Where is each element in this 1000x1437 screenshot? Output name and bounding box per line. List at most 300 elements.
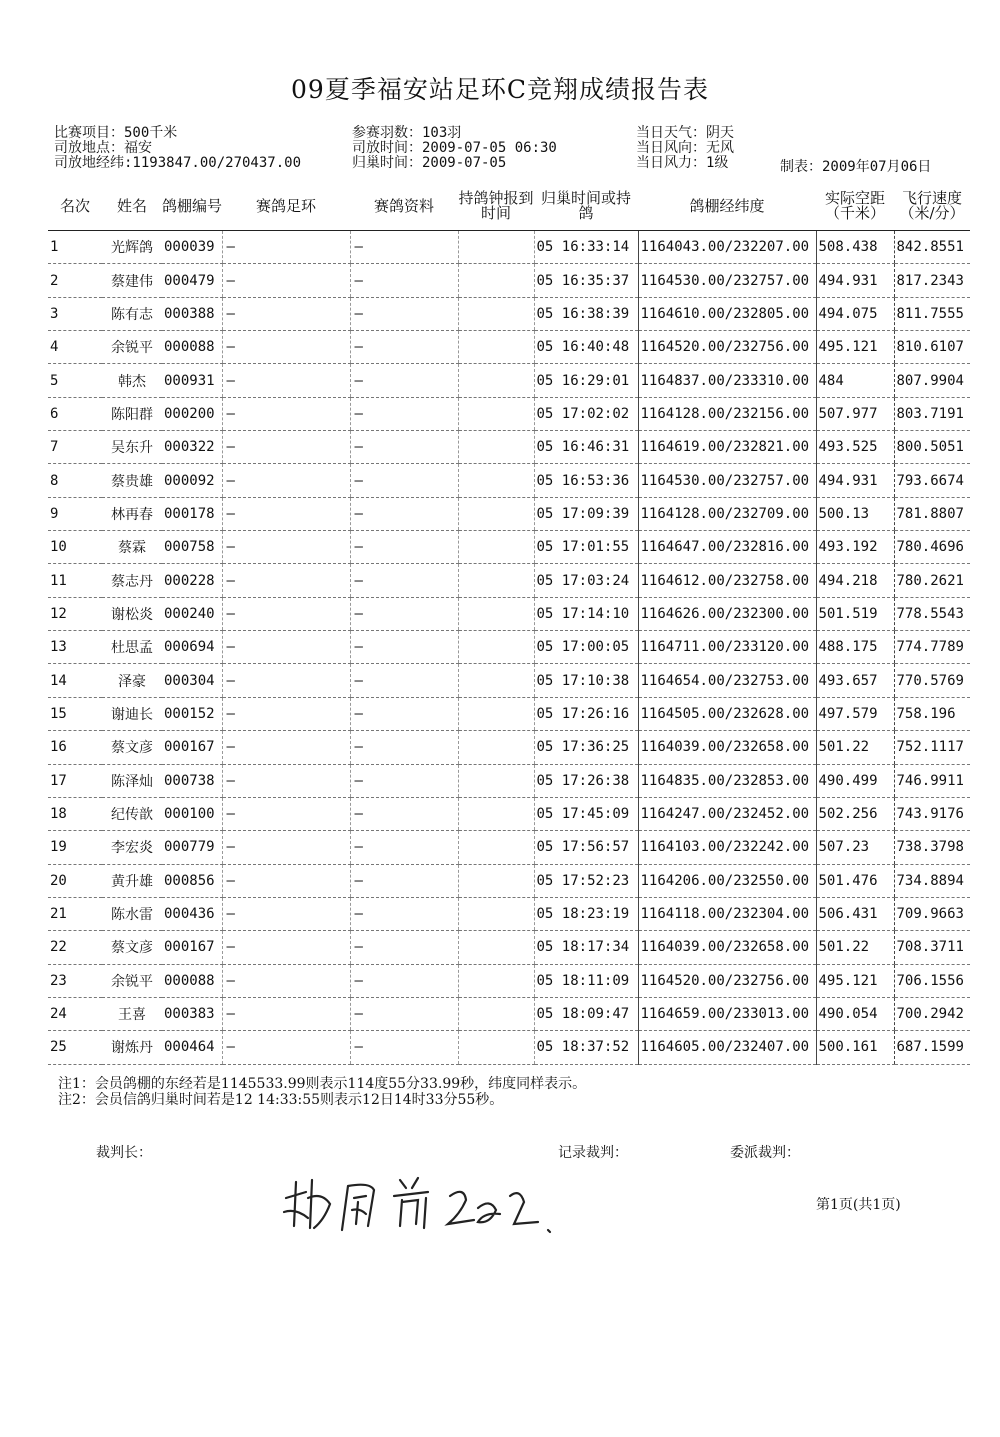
name-cell: 杜思孟 (102, 631, 162, 664)
return-time-cell: 05 17:03:24 (534, 564, 638, 597)
info-cell: — (350, 797, 458, 830)
distance-cell: 494.931 (816, 264, 894, 297)
table-row (48, 597, 970, 630)
table-body (48, 231, 970, 1065)
speed-cell: 780.2621 (894, 564, 970, 597)
delegate-judge-label: 委派裁判： (730, 1145, 800, 1161)
speed-cell: 842.8551 (894, 231, 970, 264)
loft-id-cell: 000039 (162, 231, 222, 264)
name-cell: 蔡建伟 (102, 264, 162, 297)
clock-cell (458, 264, 534, 297)
meta-release-coords: 司放地经纬:1193847.00/270437.00 (54, 155, 302, 171)
coords-cell: 1164247.00/232452.00 (638, 797, 816, 830)
speed-cell: 746.9911 (894, 764, 970, 797)
name-cell: 陈阳群 (102, 397, 162, 430)
rank-cell: 17 (48, 764, 102, 797)
loft-id-cell: 000479 (162, 264, 222, 297)
name-cell: 谢迪长 (102, 697, 162, 730)
name-cell: 光辉鸽 (102, 231, 162, 264)
rank-cell: 19 (48, 831, 102, 864)
rank-cell: 4 (48, 331, 102, 364)
return-time-cell: 05 17:26:16 (534, 697, 638, 730)
loft-id-cell: 000178 (162, 497, 222, 530)
speed-cell: 810.6107 (894, 331, 970, 364)
coords-cell: 1164520.00/232756.00 (638, 964, 816, 997)
return-time-cell: 05 16:29:01 (534, 364, 638, 397)
name-cell: 蔡贵雄 (102, 464, 162, 497)
table-row (48, 931, 970, 964)
return-time-cell: 05 16:38:39 (534, 297, 638, 330)
table-row (48, 897, 970, 930)
table-row (48, 997, 970, 1030)
header-speed: 飞行速度（米/分） (894, 182, 970, 231)
return-time-cell: 05 17:36:25 (534, 731, 638, 764)
coords-cell: 1164659.00/233013.00 (638, 997, 816, 1030)
rank-cell: 6 (48, 397, 102, 430)
meta-left (54, 126, 301, 171)
table-row (48, 664, 970, 697)
info-cell: — (350, 831, 458, 864)
coords-cell: 1164103.00/232242.00 (638, 831, 816, 864)
record-judge-label: 记录裁判： (558, 1145, 628, 1161)
coords-cell: 1164043.00/232207.00 (638, 231, 816, 264)
table-row (48, 697, 970, 730)
rank-cell: 2 (48, 264, 102, 297)
rank-cell: 15 (48, 697, 102, 730)
distance-cell: 501.22 (816, 731, 894, 764)
loft-id-cell: 000779 (162, 831, 222, 864)
info-cell: — (350, 331, 458, 364)
loft-id-cell: 000088 (162, 331, 222, 364)
loft-id-cell: 000322 (162, 431, 222, 464)
info-cell: — (350, 364, 458, 397)
return-time-cell: 05 17:52:23 (534, 864, 638, 897)
meta-release-time: 司放时间：2009-07-05 06:30 (352, 140, 557, 156)
coords-cell: 1164619.00/232821.00 (638, 431, 816, 464)
return-time-cell: 05 17:14:10 (534, 597, 638, 630)
distance-cell: 493.657 (816, 664, 894, 697)
coords-cell: 1164626.00/232300.00 (638, 597, 816, 630)
distance-cell: 488.175 (816, 631, 894, 664)
info-cell: — (350, 664, 458, 697)
info-cell: — (350, 964, 458, 997)
header-pigeon-info: 赛鸽资料 (350, 182, 458, 231)
return-time-cell: 05 16:40:48 (534, 331, 638, 364)
ring-cell: — (222, 997, 350, 1030)
ring-cell: — (222, 564, 350, 597)
header-ring: 赛鸽足环 (222, 182, 350, 231)
loft-id-cell: 000152 (162, 697, 222, 730)
clock-cell (458, 331, 534, 364)
speed-cell: 700.2942 (894, 997, 970, 1030)
clock-cell (458, 797, 534, 830)
rank-cell: 7 (48, 431, 102, 464)
info-cell: — (350, 531, 458, 564)
clock-cell (458, 697, 534, 730)
ring-cell: — (222, 697, 350, 730)
table-row (48, 431, 970, 464)
name-cell: 陈水雷 (102, 897, 162, 930)
speed-cell: 706.1556 (894, 964, 970, 997)
name-cell: 韩杰 (102, 364, 162, 397)
loft-id-cell: 000240 (162, 597, 222, 630)
return-time-cell: 05 17:02:02 (534, 397, 638, 430)
coords-cell: 1164118.00/232304.00 (638, 897, 816, 930)
info-cell: — (350, 864, 458, 897)
meta-entries: 参赛羽数：103羽 (352, 125, 462, 141)
clock-cell (458, 631, 534, 664)
coords-cell: 1164612.00/232758.00 (638, 564, 816, 597)
name-cell: 黄升雄 (102, 864, 162, 897)
loft-id-cell: 000856 (162, 864, 222, 897)
name-cell: 王喜 (102, 997, 162, 1030)
name-cell: 李宏炎 (102, 831, 162, 864)
clock-cell (458, 231, 534, 264)
loft-id-cell: 000383 (162, 997, 222, 1030)
rank-cell: 13 (48, 631, 102, 664)
ring-cell: — (222, 231, 350, 264)
name-cell: 陈有志 (102, 297, 162, 330)
distance-cell: 494.075 (816, 297, 894, 330)
loft-id-cell: 000758 (162, 531, 222, 564)
ring-cell: — (222, 431, 350, 464)
ring-cell: — (222, 897, 350, 930)
coords-cell: 1164654.00/232753.00 (638, 664, 816, 697)
coords-cell: 1164835.00/232853.00 (638, 764, 816, 797)
loft-id-cell: 000200 (162, 397, 222, 430)
return-time-cell: 05 16:33:14 (534, 231, 638, 264)
table-row (48, 631, 970, 664)
coords-cell: 1164647.00/232816.00 (638, 531, 816, 564)
distance-cell: 490.054 (816, 997, 894, 1030)
header-name: 姓名 (102, 182, 162, 231)
distance-cell: 493.525 (816, 431, 894, 464)
ring-cell: — (222, 264, 350, 297)
coords-cell: 1164530.00/232757.00 (638, 264, 816, 297)
info-cell: — (350, 631, 458, 664)
return-time-cell: 05 18:11:09 (534, 964, 638, 997)
clock-cell (458, 464, 534, 497)
speed-cell: 774.7789 (894, 631, 970, 664)
ring-cell: — (222, 731, 350, 764)
table-row (48, 564, 970, 597)
speed-cell: 807.9904 (894, 364, 970, 397)
distance-cell: 494.218 (816, 564, 894, 597)
loft-id-cell: 000738 (162, 764, 222, 797)
coords-cell: 1164039.00/232658.00 (638, 731, 816, 764)
meta-wind-direction: 当日风向：无风 (636, 140, 734, 156)
return-time-cell: 05 18:23:19 (534, 897, 638, 930)
coords-cell: 1164505.00/232628.00 (638, 697, 816, 730)
loft-id-cell: 000167 (162, 931, 222, 964)
header-return-time: 归巢时间或持鸽 (534, 182, 638, 231)
clock-cell (458, 831, 534, 864)
info-cell: — (350, 264, 458, 297)
table-row (48, 964, 970, 997)
table-row (48, 331, 970, 364)
speed-cell: 743.9176 (894, 797, 970, 830)
name-cell: 吴东升 (102, 431, 162, 464)
clock-cell (458, 497, 534, 530)
return-time-cell: 05 17:56:57 (534, 831, 638, 864)
table-row (48, 464, 970, 497)
info-cell: — (350, 497, 458, 530)
loft-id-cell: 000167 (162, 731, 222, 764)
clock-cell (458, 864, 534, 897)
speed-cell: 781.8807 (894, 497, 970, 530)
info-cell: — (350, 431, 458, 464)
clock-cell (458, 397, 534, 430)
speed-cell: 734.8894 (894, 864, 970, 897)
clock-cell (458, 531, 534, 564)
rank-cell: 16 (48, 731, 102, 764)
clock-cell (458, 564, 534, 597)
clock-cell (458, 1031, 534, 1064)
meta-release-place: 司放地点：福安 (54, 140, 152, 156)
info-cell: — (350, 697, 458, 730)
table-header (48, 182, 970, 231)
name-cell: 泽豪 (102, 664, 162, 697)
name-cell: 蔡志丹 (102, 564, 162, 597)
info-cell: — (350, 1031, 458, 1064)
loft-id-cell: 000464 (162, 1031, 222, 1064)
ring-cell: — (222, 864, 350, 897)
rank-cell: 8 (48, 464, 102, 497)
loft-id-cell: 000092 (162, 464, 222, 497)
distance-cell: 506.431 (816, 897, 894, 930)
loft-id-cell: 000931 (162, 364, 222, 397)
ring-cell: — (222, 297, 350, 330)
rank-cell: 18 (48, 797, 102, 830)
ring-cell: — (222, 531, 350, 564)
ring-cell: — (222, 964, 350, 997)
info-cell: — (350, 464, 458, 497)
clock-cell (458, 431, 534, 464)
coords-cell: 1164837.00/233310.00 (638, 364, 816, 397)
rank-cell: 25 (48, 1031, 102, 1064)
rank-cell: 22 (48, 931, 102, 964)
return-time-cell: 05 17:09:39 (534, 497, 638, 530)
loft-id-cell: 000694 (162, 631, 222, 664)
return-time-cell: 05 17:45:09 (534, 797, 638, 830)
name-cell: 蔡文彦 (102, 931, 162, 964)
speed-cell: 709.9663 (894, 897, 970, 930)
distance-cell: 500.13 (816, 497, 894, 530)
rank-cell: 12 (48, 597, 102, 630)
rank-cell: 9 (48, 497, 102, 530)
clock-cell (458, 931, 534, 964)
return-time-cell: 05 17:26:38 (534, 764, 638, 797)
info-cell: — (350, 597, 458, 630)
speed-cell: 752.1117 (894, 731, 970, 764)
rank-cell: 3 (48, 297, 102, 330)
speed-cell: 803.7191 (894, 397, 970, 430)
coords-cell: 1164711.00/233120.00 (638, 631, 816, 664)
table-row (48, 397, 970, 430)
made-date: 制表：2009年07月06日 (780, 159, 932, 175)
clock-cell (458, 764, 534, 797)
rank-cell: 14 (48, 664, 102, 697)
meta-weather: 当日天气：阴天 (636, 125, 734, 141)
note-2: 注2：会员信鸽归巢时间若是12 14:33:55则表示12日14时33分55秒。 (58, 1092, 504, 1108)
rank-cell: 5 (48, 364, 102, 397)
speed-cell: 778.5543 (894, 597, 970, 630)
coords-cell: 1164530.00/232757.00 (638, 464, 816, 497)
name-cell: 林再春 (102, 497, 162, 530)
name-cell: 陈泽灿 (102, 764, 162, 797)
report-title: 09夏季福安站足环C竞翔成绩报告表 (291, 75, 709, 104)
speed-cell: 780.4696 (894, 531, 970, 564)
ring-cell: — (222, 331, 350, 364)
ring-cell: — (222, 664, 350, 697)
name-cell: 余锐平 (102, 331, 162, 364)
loft-id-cell: 000388 (162, 297, 222, 330)
meta-wind-force: 当日风力：1级 (636, 155, 729, 171)
info-cell: — (350, 931, 458, 964)
ring-cell: — (222, 764, 350, 797)
name-cell: 谢松炎 (102, 597, 162, 630)
rank-cell: 11 (48, 564, 102, 597)
rank-cell: 20 (48, 864, 102, 897)
coords-cell: 1164520.00/232756.00 (638, 331, 816, 364)
distance-cell: 495.121 (816, 331, 894, 364)
info-cell: — (350, 397, 458, 430)
ring-cell: — (222, 397, 350, 430)
coords-cell: 1164128.00/232156.00 (638, 397, 816, 430)
meta-event: 比赛项目：500千米 (54, 125, 178, 141)
clock-cell (458, 297, 534, 330)
ring-cell: — (222, 831, 350, 864)
ring-cell: — (222, 597, 350, 630)
info-cell: — (350, 764, 458, 797)
distance-cell: 501.519 (816, 597, 894, 630)
distance-cell: 501.476 (816, 864, 894, 897)
return-time-cell: 05 18:37:52 (534, 1031, 638, 1064)
table-row (48, 1031, 970, 1064)
note-1: 注1：会员鸽棚的东经若是1145533.99则表示114度55分33.99秒，纬度同样表示。 (58, 1076, 587, 1092)
return-time-cell: 05 16:35:37 (534, 264, 638, 297)
return-time-cell: 05 18:17:34 (534, 931, 638, 964)
ring-cell: — (222, 931, 350, 964)
info-cell: — (350, 297, 458, 330)
table-row (48, 231, 970, 264)
speed-cell: 708.3711 (894, 931, 970, 964)
name-cell: 余锐平 (102, 964, 162, 997)
ring-cell: — (222, 631, 350, 664)
return-time-cell: 05 17:01:55 (534, 531, 638, 564)
meta-right (636, 126, 734, 171)
return-time-cell: 05 17:10:38 (534, 664, 638, 697)
ring-cell: — (222, 1031, 350, 1064)
loft-id-cell: 000088 (162, 964, 222, 997)
table-row (48, 497, 970, 530)
header-clock-report-time: 持鸽钟报到时间 (458, 182, 534, 231)
loft-id-cell: 000100 (162, 797, 222, 830)
table-row (48, 364, 970, 397)
speed-cell: 811.7555 (894, 297, 970, 330)
handwritten-signature (278, 1168, 558, 1238)
return-time-cell: 05 16:53:36 (534, 464, 638, 497)
info-cell: — (350, 897, 458, 930)
clock-cell (458, 964, 534, 997)
distance-cell: 507.23 (816, 831, 894, 864)
distance-cell: 490.499 (816, 764, 894, 797)
distance-cell: 494.931 (816, 464, 894, 497)
clock-cell (458, 997, 534, 1030)
rank-cell: 24 (48, 997, 102, 1030)
rank-cell: 1 (48, 231, 102, 264)
header-distance: 实际空距（千米） (816, 182, 894, 231)
rank-cell: 23 (48, 964, 102, 997)
rank-cell: 10 (48, 531, 102, 564)
coords-cell: 1164610.00/232805.00 (638, 297, 816, 330)
info-cell: — (350, 731, 458, 764)
distance-cell: 493.192 (816, 531, 894, 564)
speed-cell: 738.3798 (894, 831, 970, 864)
table-row (48, 797, 970, 830)
speed-cell: 817.2343 (894, 264, 970, 297)
clock-cell (458, 731, 534, 764)
distance-cell: 507.977 (816, 397, 894, 430)
speed-cell: 758.196 (894, 697, 970, 730)
ring-cell: — (222, 464, 350, 497)
table-row (48, 831, 970, 864)
coords-cell: 1164039.00/232658.00 (638, 931, 816, 964)
clock-cell (458, 664, 534, 697)
loft-id-cell: 000436 (162, 897, 222, 930)
header-loft-id: 鸽棚编号 (162, 182, 222, 231)
coords-cell: 1164206.00/232550.00 (638, 864, 816, 897)
clock-cell (458, 364, 534, 397)
clock-cell (458, 897, 534, 930)
loft-id-cell: 000304 (162, 664, 222, 697)
return-time-cell: 05 17:00:05 (534, 631, 638, 664)
name-cell: 蔡霖 (102, 531, 162, 564)
table-row (48, 297, 970, 330)
distance-cell: 484 (816, 364, 894, 397)
results-table (48, 182, 970, 1065)
header-loft-coords: 鸽棚经纬度 (638, 182, 816, 231)
return-time-cell: 05 16:46:31 (534, 431, 638, 464)
speed-cell: 687.1599 (894, 1031, 970, 1064)
speed-cell: 770.5769 (894, 664, 970, 697)
info-cell: — (350, 231, 458, 264)
name-cell: 谢炼丹 (102, 1031, 162, 1064)
distance-cell: 495.121 (816, 964, 894, 997)
distance-cell: 500.161 (816, 1031, 894, 1064)
meta-return-date: 归巢时间：2009-07-05 (352, 155, 507, 171)
info-cell: — (350, 997, 458, 1030)
chief-judge-label: 裁判长： (96, 1145, 152, 1161)
distance-cell: 497.579 (816, 697, 894, 730)
meta-mid (352, 126, 557, 171)
loft-id-cell: 000228 (162, 564, 222, 597)
ring-cell: — (222, 797, 350, 830)
distance-cell: 508.438 (816, 231, 894, 264)
header-rank: 名次 (48, 182, 102, 231)
notes (58, 1076, 586, 1108)
table-row (48, 531, 970, 564)
table-row (48, 264, 970, 297)
coords-cell: 1164605.00/232407.00 (638, 1031, 816, 1064)
speed-cell: 793.6674 (894, 464, 970, 497)
distance-cell: 501.22 (816, 931, 894, 964)
distance-cell: 502.256 (816, 797, 894, 830)
return-time-cell: 05 18:09:47 (534, 997, 638, 1030)
table-row (48, 764, 970, 797)
ring-cell: — (222, 497, 350, 530)
info-cell: — (350, 564, 458, 597)
